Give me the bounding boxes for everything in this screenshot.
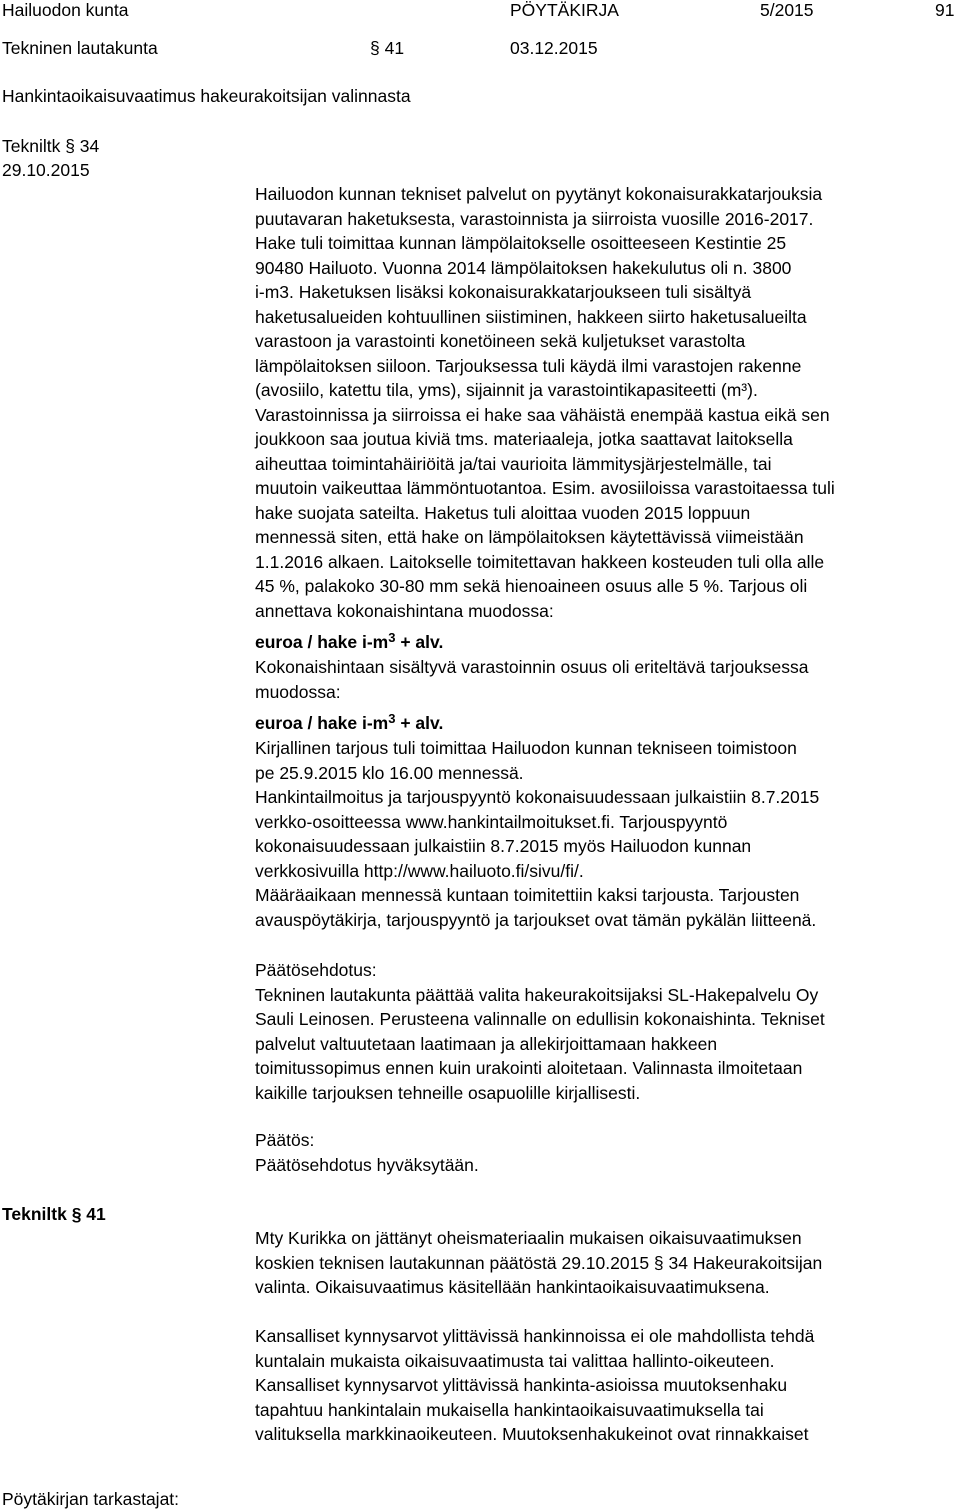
- section-number: § 41: [370, 38, 405, 58]
- decision-section: [255, 1128, 945, 1177]
- proposal-section: [255, 958, 945, 1105]
- municipality-name: Hailuodon kunta: [2, 0, 129, 20]
- background-paragraph: Hailuodon kunnan tekniset palvelut on pyytänyt kokonaisurakkatarjouksia puutavaran haketuksesta, varastoinnista ja siirroista vuosille 2016-2017. Hake tuli toimittaa kunnan lämpölaitokselle osoitteeseen Kestintie 25 90480 Hailuoto. Vuonna 2014 lämpölaitoksen hakekulutus oli n. 3800 i-m3. Haketuksen lisäksi kokonaisurakkatarjoukseen tuli sisältyä haketusalueiden kohtuullinen siistiminen, hakkeen siirto haketusalueilta varastoon ja varastointi konetöineen sekä kuljetukset varastolta lämpölaitoksen siiloon. Tarjouksessa tuli käydä ilmi varastojen rakenne (avosiilo, katettu tila, yms), sijainnit ja varastointikapasiteetti (m³). Varastoinnissa ja siirroissa ei hake saa vähäistä enempää kastua eikä sen joukkoon saa joutua kiviä tms. materiaaleja, jotka saattavat laitoksella aiheuttaa toimintahäiriöitä ja/tai vaurioita lämmitysjärjestelmälle, tai muutoin vaikeuttaa lämmöntuotantoa. Esim. avosiiloissa varastoitaessa tuli hake suojata sateilta. Haketus tuli aloittaa vuoden 2015 loppuun mennessä siten, että hake on lämpölaitoksen käytettävissä viimeistään 1.1.2016 alkaen. Laitokselle toimitettavan hakkeen kosteuden tuli olla alle 45 %, palakoko 30-80 mm sekä hienoaineen osuus alle 5 %. Tarjous oli annettava kokonaishintana muodossa:: [255, 184, 835, 621]
- document-number: 5/2015: [760, 0, 814, 20]
- proposal-text: Tekninen lautakunta päättää valita hakeurakoitsijaksi SL-Hakepalvelu Oy Sauli Leinosen. Perusteena valinnalle on edullisin kokonaishinta. Tekniset palvelut valtuutetaan laatimaan ja allekirjoittamaan hakkeen toimitussopimus ennen kuin urakointi aloitetaan. Valinnasta ilmoitetaan kaikille tarjouksen tehneille osapuolille kirjallisesti.: [255, 984, 825, 1103]
- price-formula-1: euroa / hake $i-m^3$ + alv.: [255, 630, 444, 652]
- board-name: Tekninen lautakunta: [2, 38, 158, 58]
- previous-reference-date: 29.10.2015: [2, 160, 90, 180]
- price-formula-2: euroa / hake $i-m^3$ + alv.: [255, 711, 444, 733]
- section41-paragraph-2: Kansalliset kynnysarvot ylittävissä hankinnoissa ei ole mahdollista tehdä kuntalain mukaista oikaisuvaatimusta tai valittaa hallinto-oikeuteen. Kansalliset kynnysarvot ylittävissä hankinta-asioissa muutoksenhaku tapahtuu hankintalain mukaisella hankintaoikaisuvaatimuksella tai valituksella markkinaoikeuteen. Muutoksenhakukeinot ovat rinnakkaiset: [255, 1326, 815, 1444]
- proposal-label: Päätösehdotus:: [255, 960, 377, 980]
- meeting-date: 03.12.2015: [510, 38, 598, 58]
- background-section: [255, 182, 945, 932]
- decision-label: Päätös:: [255, 1130, 315, 1150]
- page-title: Hankintaoikaisuvaatimus hakeurakoitsijan valinnasta: [2, 86, 411, 106]
- section41-paragraph-1: Mty Kurikka on jättänyt oheismateriaalin mukaisen oikaisuvaatimuksen koskien teknisen lautakunnan päätöstä 29.10.2015 § 34 Hakeurakoitsijan valinta. Oikaisuvaatimus käsitellään hankintaoikaisuvaatimuksena.: [255, 1228, 823, 1297]
- reviewers-label: Pöytäkirjan tarkastajat:: [2, 1489, 180, 1509]
- document-type: PÖYTÄKIRJA: [510, 0, 619, 20]
- decision-text: Päätösehdotus hyväksytään.: [255, 1154, 479, 1175]
- page-number: 91: [935, 0, 955, 20]
- current-reference: Tekniltk § 41: [2, 1204, 106, 1224]
- storage-paragraph: Kokonaishintaan sisältyvä varastoinnin osuus oli eriteltävä tarjouksessa muodossa:: [255, 657, 809, 702]
- previous-reference: Tekniltk § 34: [2, 136, 100, 156]
- tender-paragraph: Kirjallinen tarjous tuli toimittaa Hailuodon kunnan tekniseen toimistoon pe 25.9.2015 klo 16.00 mennessä. Hankintailmoitus ja tarjouspyyntö kokonaisuudessaan julkaistiin 8.7.2015 verkko-osoitteessa www.hankintailmoitukset.fi. Tarjouspyyntö kokonaisuudessaan julkaistiin 8.7.2015 myös Hailuodon kunnan verkkosivuilla http://www.hailuoto.fi/sivu/fi/. Määräaikaan mennessä kuntaan toimitettiin kaksi tarjousta. Tarjousten avauspöytäkirja, tarjouspyyntö ja tarjoukset ovat tämän pykälän liitteenä.: [255, 738, 820, 930]
